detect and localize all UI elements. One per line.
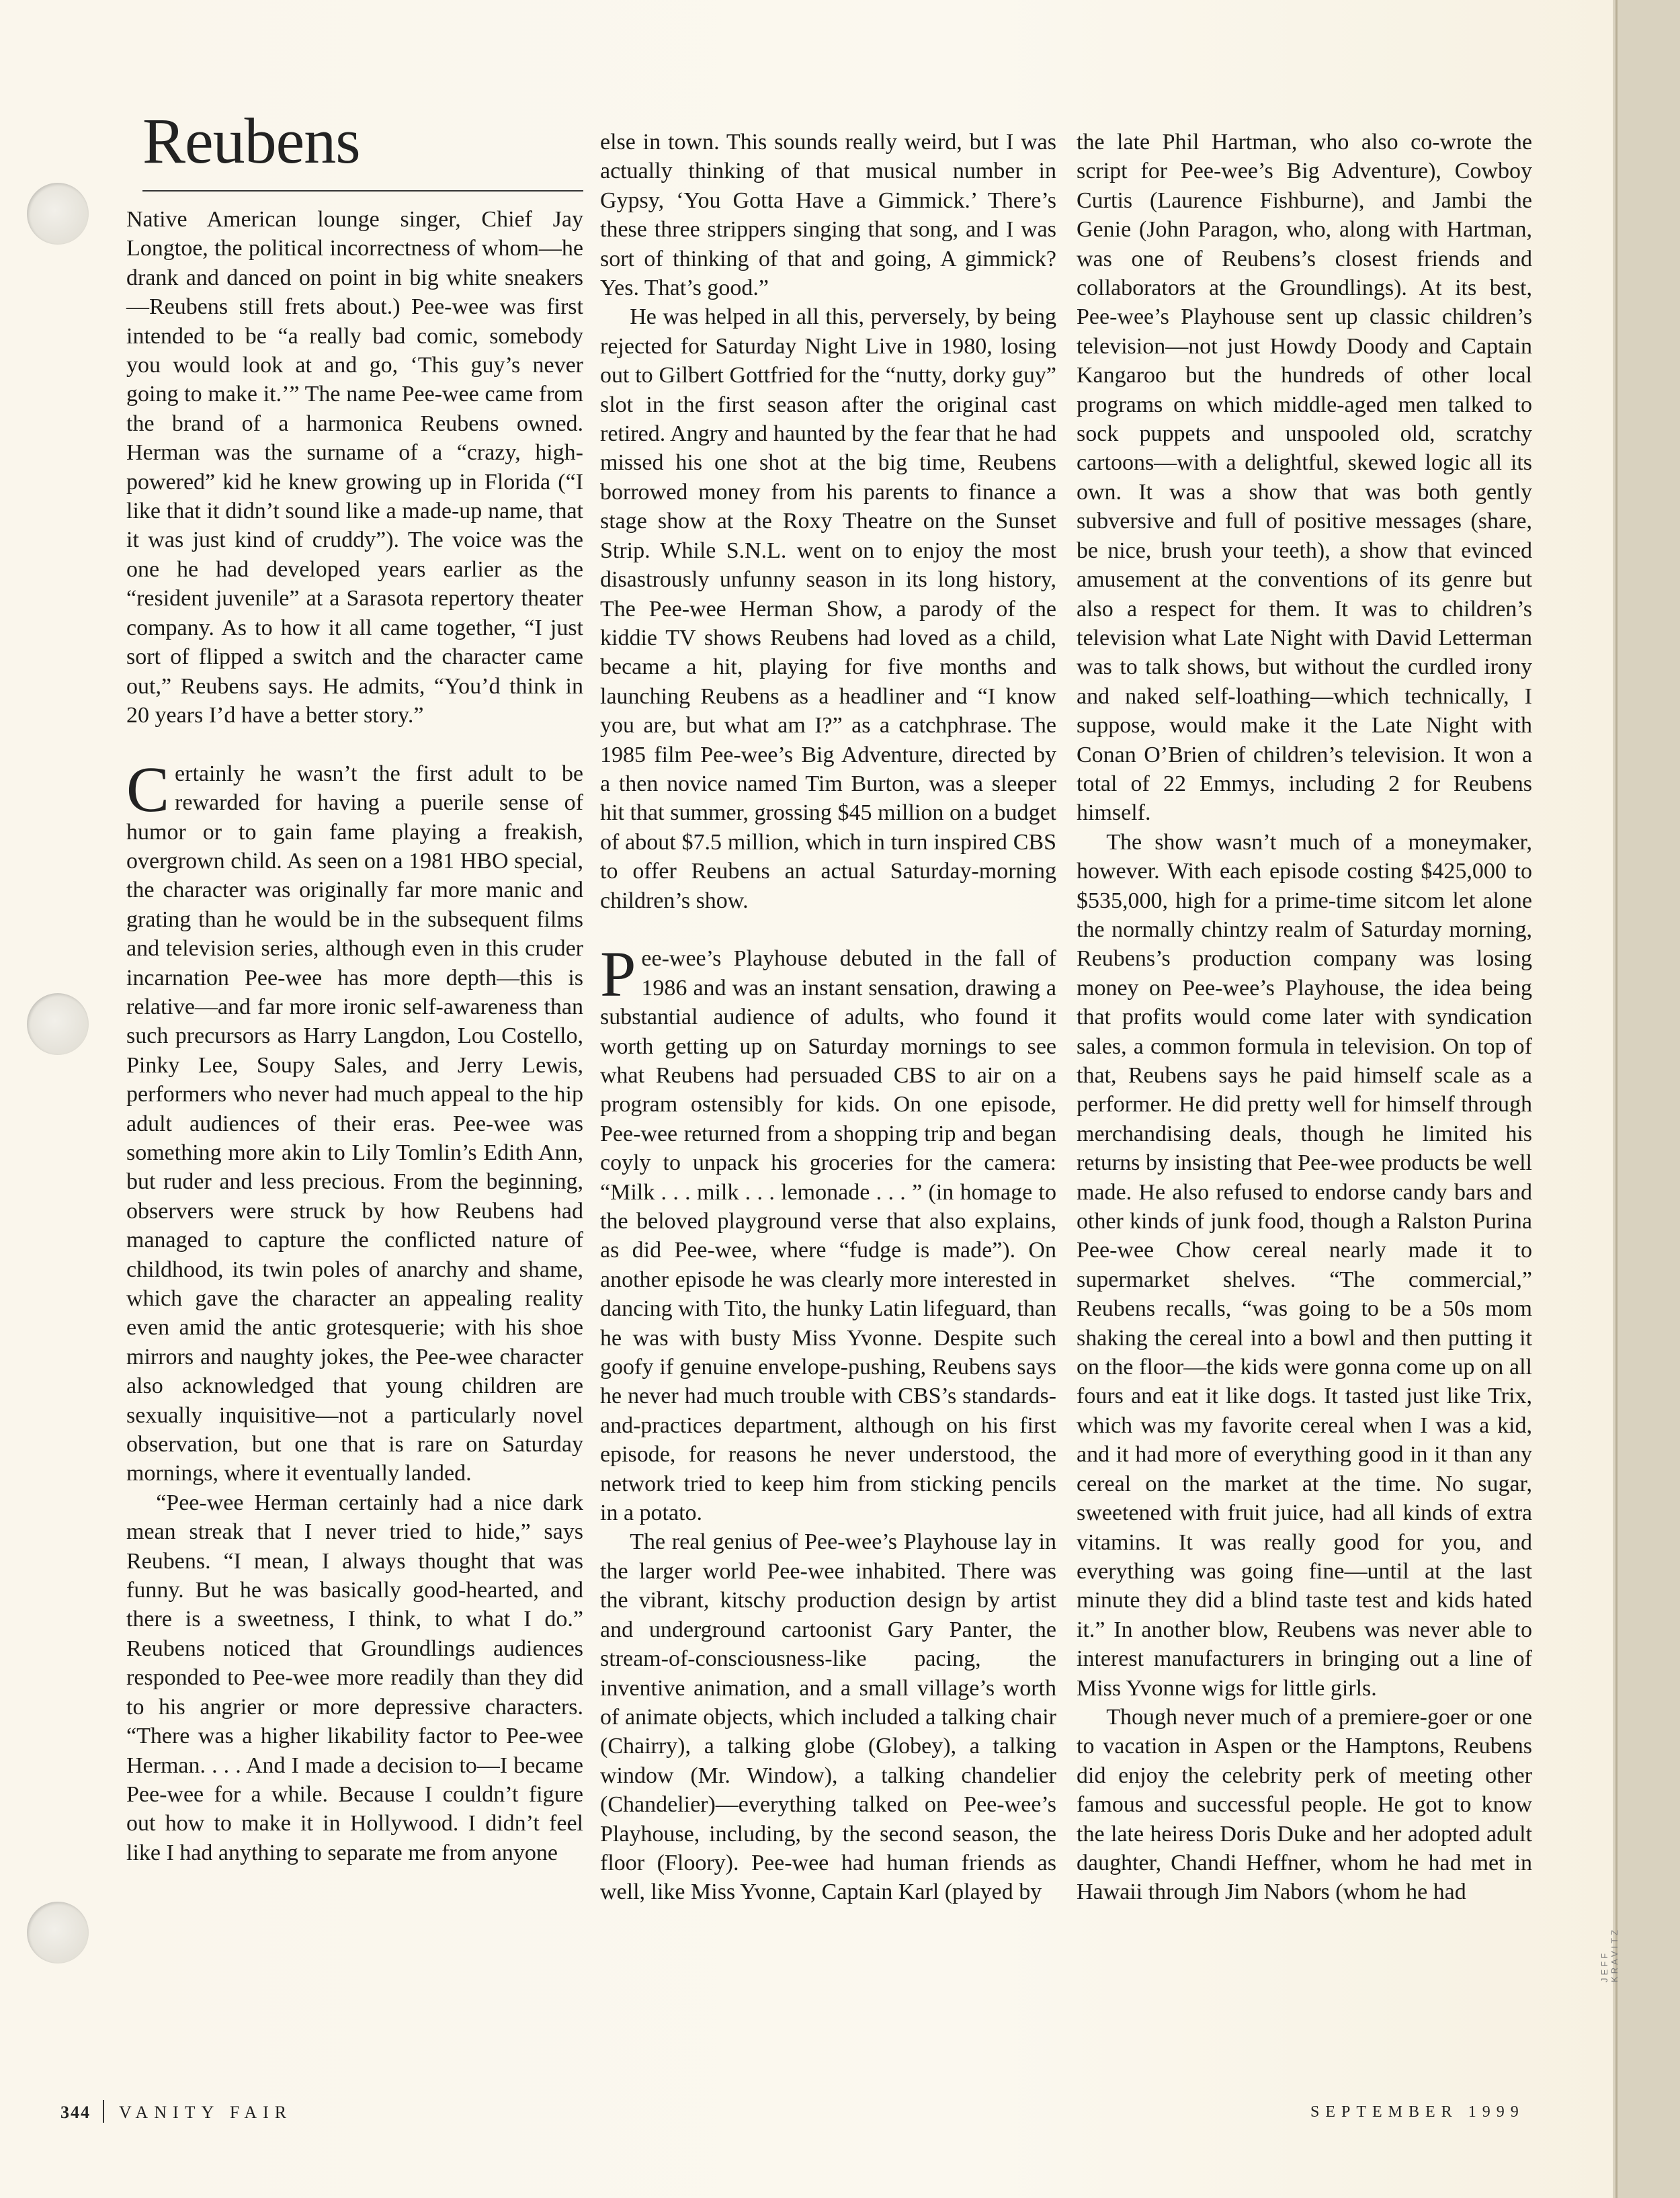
- paragraph: “Pee-wee Herman certainly had a nice dark mean streak that I never tried to hide,” says Reubens. “I mean, I always thought that was funny. But he was basically good-hearted, and there is a sweetness, I think, to what I do.” Reubens noticed that Groundlings audiences responded to Pee-wee more readily than they did to his angrier or more depressive characters. “There was a higher likability factor to Pee-wee Herman. . . . And I made a decision to—I became Pee-wee for a while. Because I couldn’t figure out how to make it in Hollywood. I didn’t feel like I had anything to separate me from anyone: [126, 1490, 583, 1865]
- section-break: [126, 730, 583, 759]
- drop-cap: C: [126, 753, 170, 825]
- section-break: [600, 915, 1056, 944]
- column-2: [600, 128, 1056, 1907]
- article-title: Reubens: [142, 105, 360, 177]
- page-edge: [1613, 0, 1680, 2198]
- paragraph: Though never much of a premiere-goer or one to vacation in Aspen or the Hamptons, Reubens did enjoy the celebrity perk of meeting other famous and successful people. He got to know the late heiress Doris Duke and her adopted adult daughter, Chandi Heffner, whom he had met in Hawaii through Jim Nabors (whom he had: [1077, 1704, 1532, 1905]
- title-rule: [142, 190, 583, 192]
- issue-date: SEPTEMBER 1999: [1310, 2103, 1525, 2121]
- paragraph: The show wasn’t much of a moneymaker, however. With each episode costing $425,000 to $535,000, high for a prime-time sitcom let alone the normally chintzy realm of Saturday morning, Reubens’s production company was losing money on Pee-wee’s Playhouse, the idea being that profits would come later with syndication sales, a common formula in television. On top of that, Reubens says he paid himself scale as a performer. He did pretty well for himself through merchandising deals, though he limited his returns by insisting that Pee-wee products be well made. He also refused to endorse candy bars and other kinds of junk food, though a Ralston Purina Pee-wee Chow cereal nearly made it to supermarket shelves. “The commercial,” Reubens recalls, “was going to be a 50s mom shaking the cereal into a bowl and then putting it on the floor—the kids were gonna come up on all fours and eat it like dogs. It tasted just like Trix, which was my favorite cereal when I was a kid, and it had more of everything good in it than any cereal on the market at the time. No sugar, sweetened with fruit juice, had all kinds of extra vitamins. It was really good for you, and everything was going fine—until at the last minute they did a blind taste test and kids hated it.” In another blow, Reubens was never able to interest manufacturers in bringing out a line of Miss Yvonne wigs for little girls.: [1077, 829, 1532, 1701]
- photo-credit: JEFF KRAVITZ: [1599, 1927, 1620, 1982]
- paragraph: the late Phil Hartman, who also co-wrote the script for Pee-wee’s Big Adventure), Cowboy Curtis (Laurence Fishburne), and Jambi the Genie (John Paragon, who, along with Hartman, was one of Reubens’s closest friends and collaborators at the Groundlings). At its best, Pee-wee’s Playhouse sent up classic children’s television—not just Howdy Doody and Captain Kangaroo but the hundreds of other local programs on which middle-aged men talked to sock puppets and unspooled old, scratchy cartoons—with a delightful, skewed logic all its own. It was a show that was both gently subversive and full of positive messages (share, be nice, brush your teeth), a show that evinced amusement at the conventions of its genre but also a respect for them. It was to children’s television what Late Night with David Letterman was to talk shows, but without the curdled irony and naked self-loathing—which technically, I suppose, would make it the Late Night with Conan O’Brien of children’s television. It won a total of 22 Emmys, including 2 for Reubens himself.: [1077, 130, 1532, 826]
- paragraph: He was helped in all this, perversely, by being rejected for Saturday Night Live in 1980, losing out to Gilbert Gottfried for the “nutty, dorky guy” slot in the first season after the original cast retired. Angry and haunted by the fear that he had missed his one shot at the big time, Reubens borrowed money from his parents to finance a stage show at the Roxy Theatre on the Sunset Strip. While S.N.L. went on to enjoy the most disastrously unfunny season in its long history, The Pee-wee Herman Show, a parody of the kiddie TV shows Reubens had loved as a child, became a hit, playing for five months and launching Reubens as a headliner and “I know you are, but what am I?” as a catchphrase. The 1985 film Pee-wee’s Big Adventure, directed by a then novice named Tim Burton, was a sleeper hit that summer, grossing $45 million on a budget of about $7.5 million, which in turn inspired CBS to offer Reubens an actual Saturday-morning children’s show.: [600, 304, 1056, 913]
- column-1: [126, 205, 583, 1867]
- paragraph: Native American lounge singer, Chief Jay Longtoe, the political incorrectness of whom—he drank and danced on point in big white sneakers—Reubens still frets about.) Pee-wee was first intended to be “a really bad comic, somebody you would look at and go, ‘This guy’s never going to make it.’” The name Pee-wee came from the brand of a harmonica Reubens owned. Herman was the surname of a “crazy, high-powered” kid he knew growing up in Florida (“I like that it didn’t sound like a made-up name, that it was just kind of cruddy”). The voice was the one he had developed years earlier as the “resident juvenile” at a Sarasota repertory theater company. As to how it all came together, “I just sort of flipped a switch and the character came out,” Reubens says. He admits, “You’d think in 20 years I’d have a better story.”: [126, 207, 583, 728]
- folio-divider: [103, 2100, 104, 2123]
- column-3: [1077, 128, 1532, 1907]
- drop-cap: P: [600, 938, 636, 1011]
- binder-hole-middle: [27, 993, 89, 1055]
- binder-hole-top: [27, 183, 89, 245]
- paragraph-text: ee-wee’s Playhouse debuted in the fall of 1986 and was an instant sensation, drawing a substantial audience of adults, who found it worth getting up on Saturday mornings to see what Reubens had persuaded CBS to air on a program ostensibly for kids. On one episode, Pee-wee returned from a shopping trip and began coyly to unpack his groceries for the camera: “Milk . . . milk . . . lemonade . . . ” (in homage to the beloved playground verse that also explains, as did Pee-wee, where “fudge is made”). On another episode he was clearly more interested in dancing with Tito, the hunky Latin lifeguard, than he was with busty Miss Yvonne. Despite such goofy if genuine envelope-pushing, Reubens says he never had much trouble with CBS’s standards-and-practices department, although on his first episode, for reasons he never understood, the network tried to keep him from sticking pencils in a potato.: [600, 946, 1056, 1526]
- paragraph: The real genius of Pee-wee’s Playhouse lay in the larger world Pee-wee inhabited. There was the vibrant, kitschy production design by artist and underground cartoonist Gary Panter, the stream-of-consciousness-like pacing, the inventive animation, and a small village’s worth of animate objects, which included a talking chair (Chairry), a talking globe (Globey), a talking window (Mr. Window), a talking chandelier (Chandelier)—everything talked on Pee-wee’s Playhouse, including, by the second season, the floor (Floory). Pee-wee had human friends as well, like Miss Yvonne, Captain Karl (played by: [600, 1529, 1056, 1905]
- page-edge-line: [1615, 0, 1618, 2198]
- paragraph-with-dropcap: [126, 753, 583, 1488]
- paragraph-with-dropcap: [600, 938, 1056, 1527]
- binder-hole-bottom: [27, 1902, 89, 1963]
- page-number: 344: [60, 2103, 91, 2122]
- folio-left: [60, 2100, 292, 2123]
- magazine-name: VANITY FAIR: [119, 2103, 293, 2122]
- paragraph: else in town. This sounds really weird, but I was actually thinking of that musical number in Gypsy, ‘You Gotta Have a Gimmick.’ There’s these three strippers singing that song, and I was sort of thinking of that and going, A gimmick? Yes. That’s good.”: [600, 130, 1056, 301]
- paragraph-text: ertainly he wasn’t the first adult to be rewarded for having a puerile sense of humor or to gain fame playing a freakish, overgrown child. As seen on a 1981 HBO special, the character was originally far more manic and grating than he would be in the subsequent films and television series, although even in this cruder incarnation Pee-wee has more depth—this is relative—and far more ironic self-awareness than such precursors as Harry Langdon, Lou Costello, Pinky Lee, Soupy Sales, and Jerry Lewis, performers who never had much appeal to the hip adult audiences of their eras. Pee-wee was something more akin to Lily Tomlin’s Edith Ann, but ruder and less precious. From the beginning, observers were struck by how Reubens had managed to capture the conflicted nature of childhood, its twin poles of anarchy and shame, which gave the character an appealing reality even amid the antic grotesquerie; with his shoe mirrors and naughty jokes, the Pee-wee character also acknowledged that young children are sexually inquisitive—not a particularly novel observation, but one that is rare on Saturday mornings, where it eventually landed.: [126, 761, 583, 1486]
